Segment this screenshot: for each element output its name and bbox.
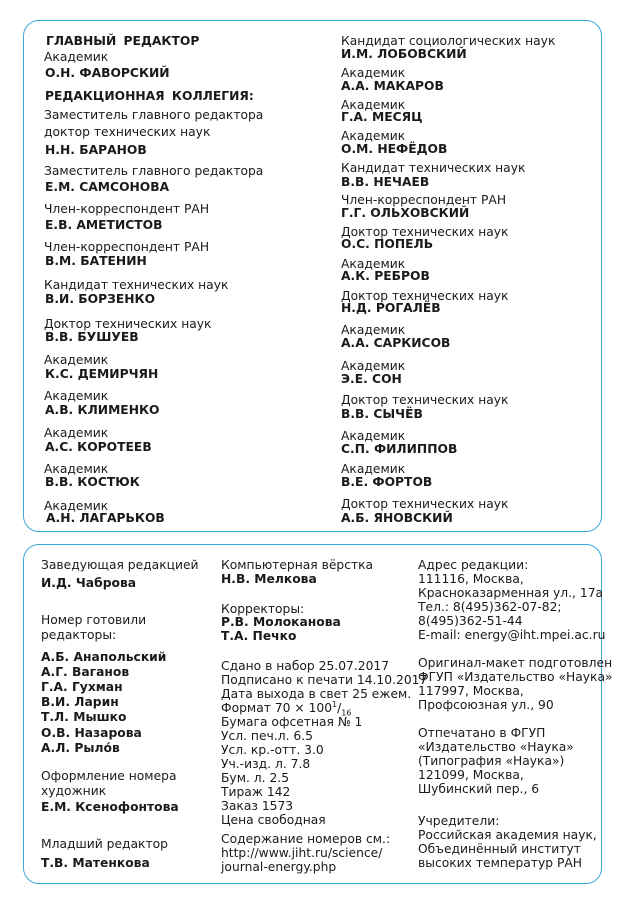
print-info-line: Усл. печ.л. 6.5 [221, 729, 313, 743]
print-info-line: Бум. л. 2.5 [221, 771, 290, 785]
member-title: Академик [341, 257, 406, 271]
member-title: Академик [44, 462, 109, 476]
member-name: В.В. СЫЧЁВ [341, 407, 423, 421]
member-title: Заместитель главного редактора [44, 164, 264, 178]
member-name: В.Е. ФОРТОВ [341, 475, 433, 489]
member-name: А.В. КЛИМЕНКО [45, 403, 160, 417]
member-name: Е.В. АМЕТИСТОВ [45, 218, 163, 232]
prepared-label: Номер готовили [41, 613, 147, 627]
corrector-name: Р.В. Молоканова [221, 615, 341, 629]
member-title: Доктор технических наук [44, 317, 212, 331]
layout-prepared-line: ФГУП «Издательство «Наука» [418, 670, 613, 684]
member-name: И.М. ЛОБОВСКИЙ [341, 47, 467, 61]
layout-prepared-line: Оригинал-макет подготовлен [418, 656, 613, 670]
corrector-name: Т.А. Печко [221, 629, 297, 643]
editor-name: Г.А. Гухман [41, 680, 123, 694]
member-name: В.И. БОРЗЕНКО [45, 292, 156, 306]
member-name: А.А. САРКИСОВ [341, 336, 451, 350]
address-line: 111116, Москва, [418, 572, 524, 586]
member-name: О.С. ПОПЕЛЬ [341, 237, 434, 251]
member-name: А.Н. ЛАГАРЬКОВ [46, 511, 165, 525]
contents-link[interactable]: journal-energy.php [221, 860, 337, 874]
member-title: Доктор технических наук [341, 225, 509, 239]
founders-line: Объединённый институт [418, 842, 581, 856]
member-name: А.С. КОРОТЕЕВ [45, 440, 152, 454]
member-title: Академик [44, 353, 109, 367]
member-title: Доктор технических наук [341, 393, 509, 407]
printed-line: «Издательство «Наука» [418, 740, 574, 754]
member-title: Академик [44, 389, 109, 403]
format-line: Формат $70 \times 100^1/_{16}$ [221, 700, 352, 718]
member-name: В.В. БУШУЕВ [45, 330, 139, 344]
layout-prepared-line: 117997, Москва, [418, 684, 524, 698]
chief-editor-title: Академик [44, 50, 109, 64]
format-sup: 1 [332, 700, 338, 709]
print-info-line: Заказ 1573 [221, 799, 294, 813]
address-line: Адрес редакции: [418, 558, 529, 572]
member-title: Член-корреспондент РАН [44, 202, 210, 216]
layout-prepared-line: Профсоюзная ул., 90 [418, 698, 554, 712]
chief-editor-name: О.Н. ФАВОРСКИЙ [45, 66, 170, 80]
chief-editor-heading: ГЛАВНЫЙ РЕДАКТОР [46, 34, 200, 48]
member-name: С.П. ФИЛИППОВ [341, 442, 458, 456]
member-name: Г.А. МЕСЯЦ [341, 110, 423, 124]
board-heading: РЕДАКЦИОННАЯ КОЛЛЕГИЯ: [45, 89, 254, 103]
print-info-line: Сдано в набор 25.07.2017 [221, 659, 390, 673]
printed-line: (Типография «Наука») [418, 754, 565, 768]
founders-line: высоких температур РАН [418, 856, 583, 870]
print-info-line: Тираж 142 [221, 785, 291, 799]
print-info-line: Цена свободная [221, 813, 326, 827]
member-name: Е.М. САМСОНОВА [45, 180, 170, 194]
member-title: Академик [341, 66, 406, 80]
layout-name: Н.В. Мелкова [221, 572, 317, 586]
junior-editor-label: Младший редактор [41, 837, 168, 851]
member-title: доктор технических наук [44, 125, 211, 139]
designer-name: Е.М. Ксенофонтова [41, 800, 179, 814]
address-line: 8(495)362-51-44 [418, 614, 523, 628]
print-info-line: Усл. кр.-отт. 3.0 [221, 743, 324, 757]
member-name: В.В. КОСТЮК [45, 475, 140, 489]
editor-name: О.В. Назарова [41, 726, 142, 740]
address-line: Тел.: 8(495)362-07-82; [418, 600, 562, 614]
member-name: А.К. РЕБРОВ [341, 269, 430, 283]
head-editor-name: И.Д. Чаброва [41, 576, 137, 590]
editor-name: Т.Л. Мышко [41, 710, 127, 724]
member-name: Г.Г. ОЛЬХОВСКИЙ [341, 206, 470, 220]
member-title: Доктор технических наук [341, 497, 509, 511]
member-title: Академик [341, 129, 406, 143]
member-title: Академик [44, 426, 109, 440]
member-title: Академик [341, 98, 406, 112]
member-title: Академик [341, 323, 406, 337]
member-title: Академик [341, 359, 406, 373]
format-text: Формат 70 × 100 [221, 701, 333, 716]
member-title: Академик [341, 462, 406, 476]
contents-link[interactable]: http://www.jiht.ru/science/ [221, 846, 383, 860]
contents-line: Содержание номеров см.: [221, 832, 391, 846]
member-name: Н.Д. РОГАЛЁВ [341, 301, 441, 315]
member-title: Доктор технических наук [341, 289, 509, 303]
layout-label: Компьютерная вёрстка [221, 558, 374, 572]
editor-name: А.Г. Ваганов [41, 665, 130, 679]
print-info-line: Бумага офсетная № 1 [221, 715, 363, 729]
member-title: Кандидат технических наук [44, 278, 229, 292]
founders-line: Российская академия наук, [418, 828, 597, 842]
member-title: Академик [44, 499, 109, 513]
editor-name: А.Б. Анапольский [41, 650, 167, 664]
member-name: К.С. ДЕМИРЧЯН [45, 367, 159, 381]
head-editor-label: Заведующая редакцией [41, 558, 199, 572]
printed-line: Отпечатано в ФГУП [418, 726, 546, 740]
member-title: Заместитель главного редактора [44, 108, 264, 122]
correctors-label: Корректоры: [221, 602, 305, 616]
editor-name: В.И. Ларин [41, 695, 119, 709]
format-sub: 16 [341, 708, 352, 718]
printed-line: 121099, Москва, [418, 768, 524, 782]
member-title: Член-корреспондент РАН [44, 240, 210, 254]
email-line[interactable]: E-mail: energy@iht.mpei.ac.ru [418, 628, 606, 642]
member-title: Кандидат технических наук [341, 161, 526, 175]
member-name: А.Б. ЯНОВСКИЙ [341, 511, 453, 525]
member-title: Кандидат социологических наук [341, 34, 556, 48]
prepared-label: редакторы: [41, 628, 117, 642]
print-info-line: Уч.-изд. л. 7.8 [221, 757, 311, 771]
design-label: Оформление номера [41, 769, 177, 783]
member-name: В.В. НЕЧАЕВ [341, 175, 430, 189]
member-title: Член-корреспондент РАН [341, 193, 507, 207]
member-name: О.М. НЕФЁДОВ [341, 142, 448, 156]
founders-line: Учредители: [418, 814, 500, 828]
member-title: Академик [341, 429, 406, 443]
member-name: В.М. БАТЕНИН [45, 254, 147, 268]
address-line: Красноказарменная ул., 17а [418, 586, 604, 600]
editor-name: А.Л. Рыло́в [41, 741, 120, 755]
design-label: художник [41, 784, 107, 798]
member-name: Э.Е. СОН [341, 372, 402, 386]
member-name: Н.Н. БАРАНОВ [45, 143, 147, 157]
printed-line: Шубинский пер., 6 [418, 782, 540, 796]
print-info-line: Дата выхода в свет 25 ежем. [221, 687, 412, 701]
print-info-line: Подписано к печати 14.10.2017 [221, 673, 428, 687]
junior-editor-name: Т.В. Матенкова [41, 856, 150, 870]
member-name: А.А. МАКАРОВ [341, 79, 444, 93]
